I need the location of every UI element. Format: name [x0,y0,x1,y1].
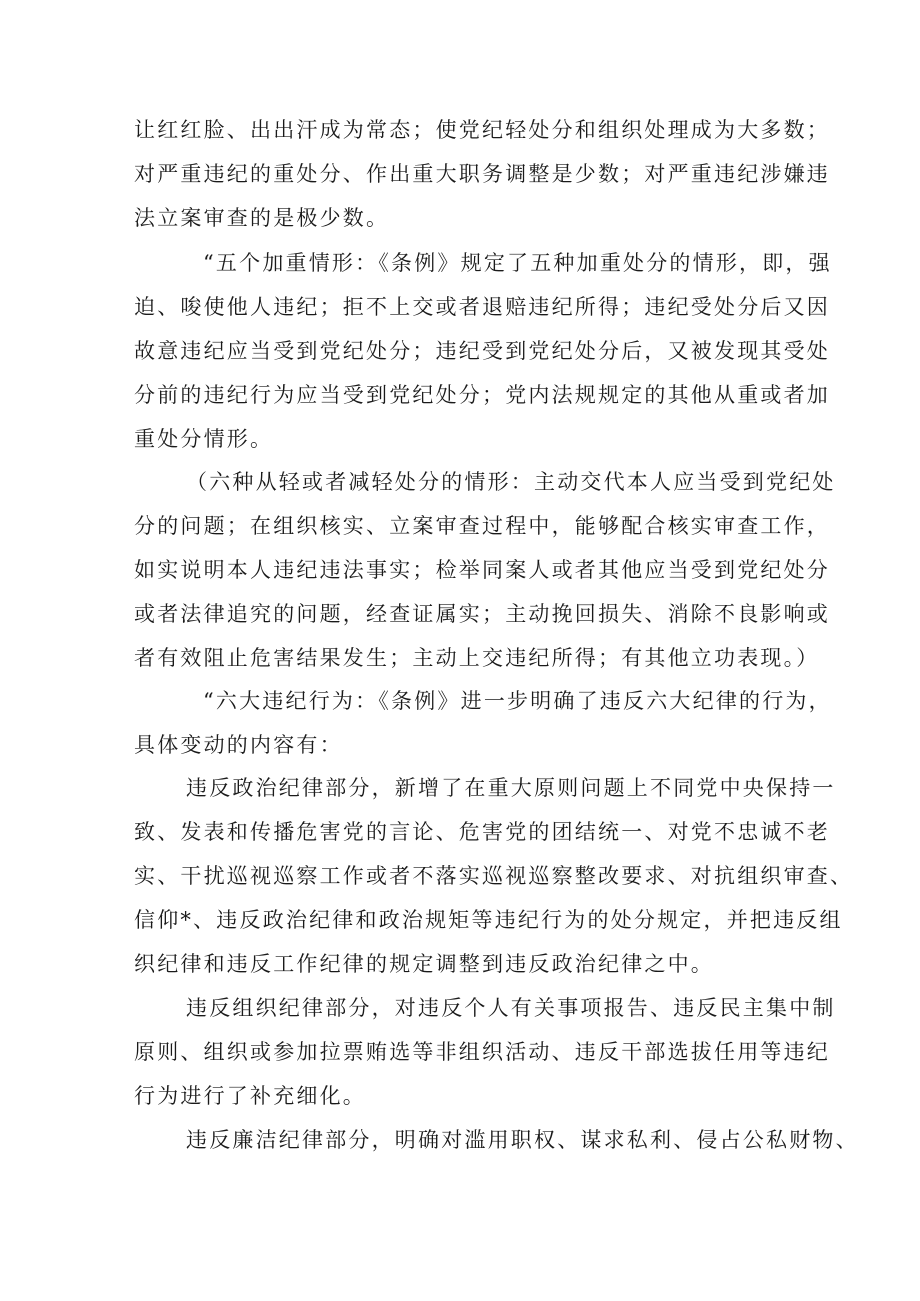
paragraph-line: 对严重违纪的重处分、作出重大职务调整是少数；对严重违纪涉嫌违 [134,162,830,186]
paragraph-line: “六大违纪行为：《条例》进一步明确了违反六大纪律的行为， [203,689,832,713]
paragraph-line: 违反廉洁纪律部分，明确对滥用职权、谋求私利、侵占公私财物、 [186,1128,859,1152]
paragraph-line: 信仰*、违反政治纪律和政治规矩等违纪行为的处分规定，并把违反组 [134,908,843,932]
paragraph-line: 致、发表和传播危害党的言论、危害党的团结统一、对党不忠诚不老 [134,820,830,844]
paragraph-line: 或者法律追究的问题，经查证属实；主动挽回损失、消除不良影响或 [134,602,830,626]
paragraph-line: 分前的违纪行为应当受到党纪处分；党内法规规定的其他从重或者加 [134,383,830,407]
paragraph-line: 实、干扰巡视巡察工作或者不落实巡视巡察整改要求、对抗组织审查、 [134,864,854,888]
paragraph-line: （六种从轻或者减轻处分的情形：主动交代本人应当受到党纪处 [186,470,836,494]
paragraph-line: 行为进行了补充细化。 [134,1084,366,1108]
paragraph-line: 违反政治纪律部分，新增了在重大原则问题上不同党中央保持一 [186,776,836,800]
paragraph-line: 故意违纪应当受到党纪处分；违纪受到党纪处分后，又被发现其受处 [134,339,830,363]
paragraph-line: 让红红脸、出出汗成为常态；使党纪轻处分和组织处理成为大多数； [134,118,830,142]
paragraph-line: 具体变动的内容有： [134,733,343,757]
paragraph-line: 法立案审查的是极少数。 [134,206,390,230]
paragraph-line: 迫、唆使他人违纪；拒不上交或者退赔违纪所得；违纪受处分后又因 [134,295,830,319]
paragraph-line: 重处分情形。 [134,427,274,451]
paragraph-line: 者有效阻止危害结果发生；主动上交违纪所得；有其他立功表现。） [134,646,820,670]
paragraph-line: 分的问题；在组织核实、立案审查过程中，能够配合核实审查工作， [134,514,830,538]
paragraph-line: 违反组织纪律部分，对违反个人有关事项报告、违反民主集中制 [186,996,836,1020]
paragraph-line: 织纪律和违反工作纪律的规定调整到违反政治纪律之中。 [134,952,714,976]
paragraph-line: “五个加重情形：《条例》规定了五种加重处分的情形，即，强 [203,251,832,275]
paragraph-line: 如实说明本人违纪违法事实；检举同案人或者其他应当受到党纪处分 [134,558,830,582]
paragraph-line: 原则、组织或参加拉票贿选等非组织活动、违反干部选拔任用等违纪 [134,1040,830,1064]
